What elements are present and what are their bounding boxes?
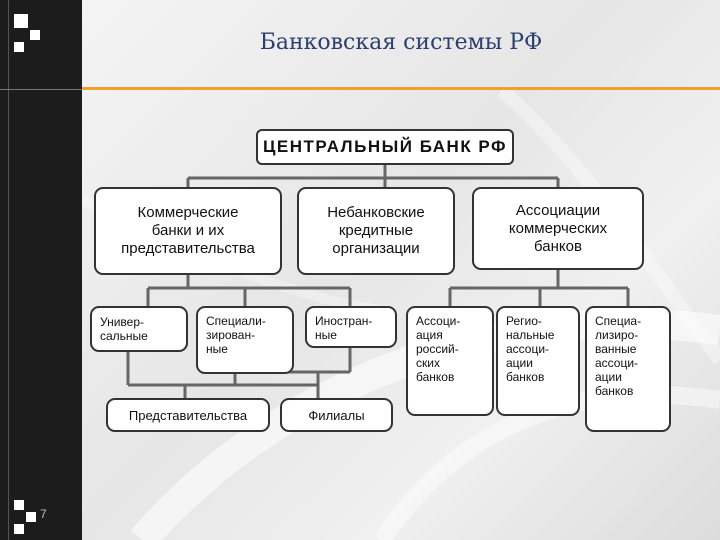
bank-associations-box: Ассоциации коммерческих банков xyxy=(472,187,644,270)
regional-associations-box: Регио- нальные ассоци- ации банков xyxy=(496,306,580,416)
branches-box: Филиалы xyxy=(280,398,393,432)
central-bank-box: ЦЕНТРАЛЬНЫЙ БАНК РФ xyxy=(256,129,514,165)
foreign-banks-box: Иностран- ные xyxy=(305,306,397,348)
universal-banks-box: Универ- сальные xyxy=(90,306,188,352)
page-number: 7 xyxy=(40,507,47,521)
commercial-banks-box: Коммерческие банки и их представительства xyxy=(94,187,282,275)
specialized-associations-box: Специа- лизиро- ванные ассоци- ации банков xyxy=(585,306,671,432)
slide-title: Банковская системы РФ xyxy=(259,30,543,55)
russian-banks-association-box: Ассоци- ация россий- ских банков xyxy=(406,306,494,416)
representations-box: Представительства xyxy=(106,398,270,432)
specialized-banks-box: Специали- зирован- ные xyxy=(196,306,294,374)
nonbank-credit-orgs-box: Небанковские кредитные организации xyxy=(297,187,455,275)
